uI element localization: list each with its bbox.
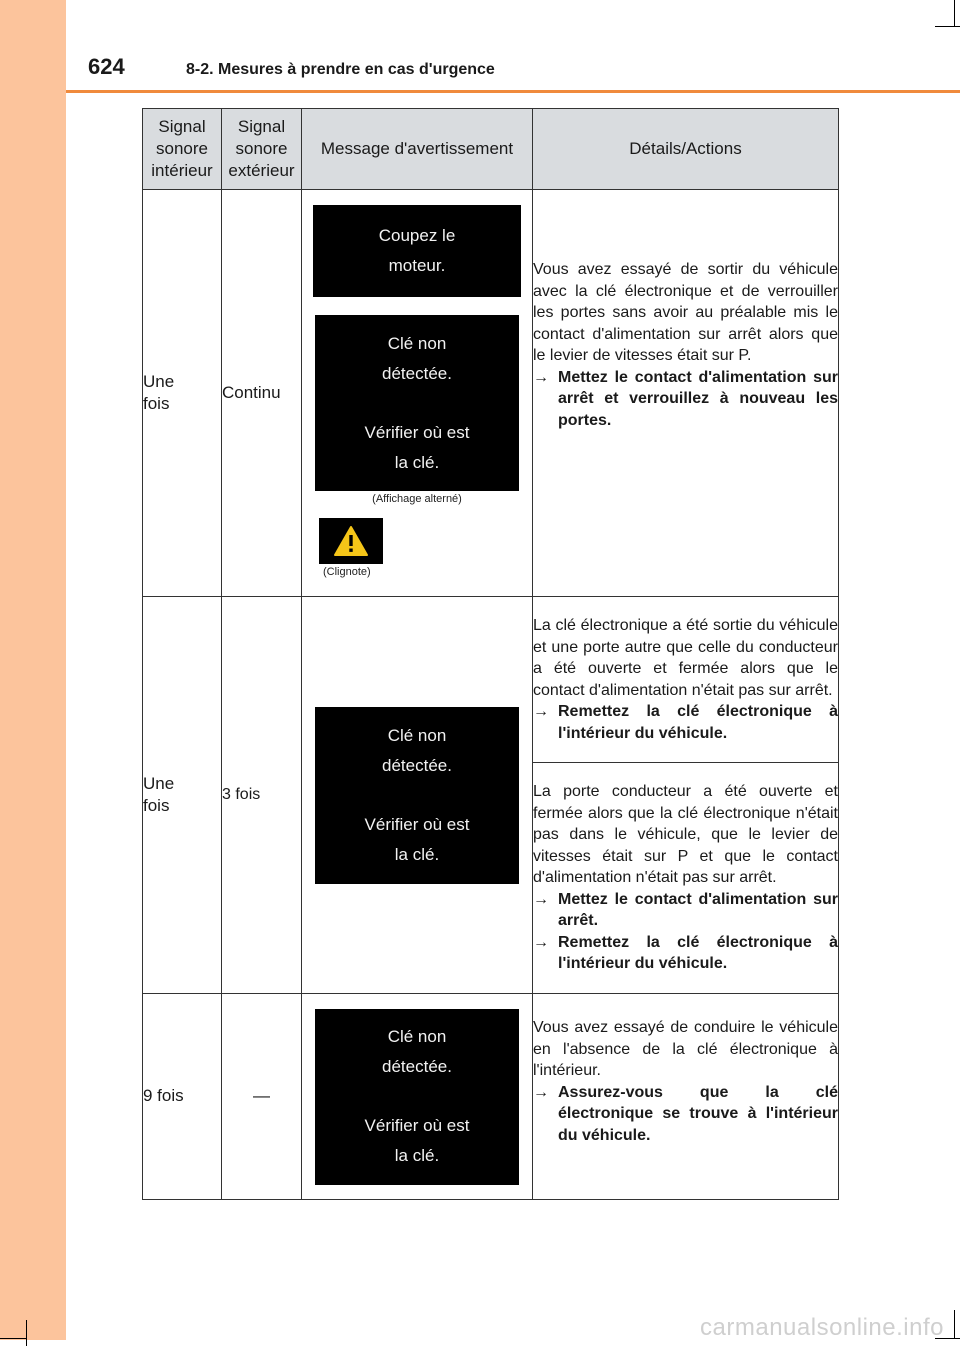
page-number: 624 [88, 54, 125, 79]
display-screen-key-not-detected: Clé non détectée. Vérifier où est la clé. [315, 1009, 519, 1185]
crop-mark [26, 1320, 27, 1346]
action-text: → Mettez le contact d'alimentation sur arrêt. [533, 890, 838, 930]
table-row [143, 994, 839, 1200]
table-header-row [143, 109, 839, 190]
arrow-icon: → [533, 890, 549, 908]
crop-mark [954, 0, 955, 26]
outside-buzzer-cell: — [222, 994, 302, 1200]
table-row [143, 190, 839, 597]
inside-buzzer-cell: Une fois [143, 190, 222, 597]
caption-alternating: (Affichage alterné) [372, 493, 462, 505]
display-screen-key-not-detected: Clé non détectée. Vérifier où est la clé. [315, 707, 519, 884]
action-text: → Remettez la clé électronique à l'intérieur du véhicule. [533, 703, 838, 742]
outside-buzzer-cell: 3 fois [222, 597, 302, 994]
header-rule [66, 90, 960, 93]
outside-buzzer-cell: Continu [222, 190, 302, 597]
action-text: → Mettez le contact d'alimentation sur arrêt et verrouillez à nouveau les portes. [533, 368, 838, 429]
arrow-icon: → [533, 368, 549, 386]
details-text: La clé électronique a été sortie du véhicule et une porte autre que celle du conducteur a été ouverte et fermée alors que le contact d'alimentation n'était pas sur arrêt. [533, 617, 838, 699]
warning-light [319, 518, 383, 564]
details-cell [533, 763, 839, 994]
col-header-message: Message d'avertissement [302, 109, 533, 190]
arrow-icon: → [533, 933, 549, 951]
details-text: Vous avez essayé de conduire le véhicule en l'absence de la clé électronique à l'intérieur. [533, 1019, 838, 1079]
crop-mark [935, 26, 960, 27]
crop-mark [0, 1338, 26, 1339]
caption-blinking: (Clignote) [323, 566, 371, 578]
section-title: 8-2. Mesures à prendre en cas d'urgence [186, 61, 495, 78]
warning-triangle-icon [333, 525, 369, 557]
col-header-details: Détails/Actions [533, 109, 839, 190]
col-header-inside-buzzer: Signal sonore intérieur [143, 109, 222, 190]
watermark: carmanualsonline.info [700, 1314, 944, 1341]
crop-mark [954, 1310, 955, 1338]
table-row [143, 597, 839, 763]
message-cell [302, 597, 533, 994]
arrow-icon: → [533, 703, 549, 720]
message-cell [302, 994, 533, 1200]
display-screen-stop-engine: Coupez le moteur. [313, 205, 521, 297]
col-header-outside-buzzer: Signal sonore extérieur [222, 109, 302, 190]
details-cell [533, 994, 839, 1200]
details-cell [533, 597, 839, 763]
message-cell [302, 190, 533, 597]
inside-buzzer-cell: Une fois [143, 597, 222, 994]
action-text: → Assurez-vous que la clé électronique se trouve à l'intérieur du véhicule. [533, 1083, 838, 1144]
page-header [66, 0, 960, 94]
action-text: → Remettez la clé électronique à l'intérieur du véhicule. [533, 933, 838, 973]
side-tab-strip [0, 0, 66, 1340]
details-text: La porte conducteur a été ouverte et fermée alors que la clé électronique n'était pas dans le véhicule, que le levier de vitesses était sur P et que le contact d'alimentation n'était pas sur arrêt. [533, 783, 838, 887]
inside-buzzer-cell: 9 fois [143, 994, 222, 1200]
arrow-icon: → [533, 1083, 549, 1101]
details-cell [533, 190, 839, 597]
warning-table [142, 108, 839, 1200]
details-text: Vous avez essayé de sortir du véhicule avec la clé électronique et de verrouiller les portes sans avoir au préalable mis le contact d'alimentation sur arrêt alors que le levier de vitesses était sur P. [533, 261, 838, 364]
display-screen-key-not-detected: Clé non détectée. Vérifier où est la clé. [315, 315, 519, 491]
